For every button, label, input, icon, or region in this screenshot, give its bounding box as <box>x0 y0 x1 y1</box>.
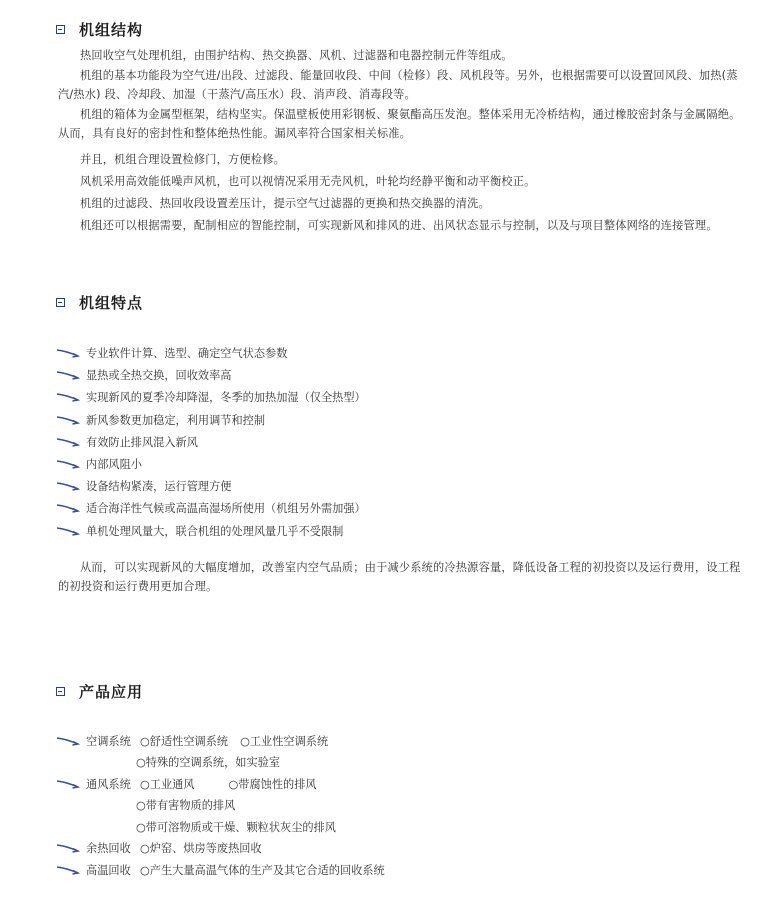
feature-item <box>56 364 366 386</box>
feature-item <box>56 453 366 475</box>
structure-paragraph: 机组的基本功能段为空气进/出段、过滤段、能量回收段、中间（检修）段、风机段等。另外，也根据需要可以设置回风段、加热(蒸汽/热水) 段、冷却段、加湿（干蒸汽/高压水）段、消声段、消毒段等。 <box>58 69 738 101</box>
arrow-bullet-icon <box>56 459 80 469</box>
feature-text: 新风参数更加稳定，利用调节和控制 <box>86 413 266 427</box>
application-item: ○工业性空调系统 <box>240 734 329 748</box>
application-category: 高温回收 <box>86 863 131 877</box>
application-item: ○工业通风 <box>140 777 195 791</box>
arrow-bullet-icon <box>56 348 80 358</box>
feature-text: 内部风阻小 <box>86 458 142 472</box>
application-item: ○带有害物质的排风 <box>136 799 236 813</box>
feature-text: 显热或全热交换，回收效率高 <box>86 369 232 383</box>
feature-text: 专业软件计算、选型、确定空气状态参数 <box>86 347 288 361</box>
application-row <box>56 773 397 795</box>
feature-text: 设备结构紧凑，运行管理方便 <box>86 480 232 494</box>
structure-paragraph: 机组还可以根据需要，配制相应的智能控制，可实现新风和排风的进、出风状态显示与控制，以及与项目整体网络的连接管理。 <box>80 219 718 232</box>
application-item: ○产生大量高温气体的生产及其它合适的回收系统 <box>140 863 385 877</box>
section-box-icon <box>56 687 65 696</box>
section-applications-title: 产品应用 <box>79 683 144 701</box>
application-row <box>56 752 397 774</box>
arrow-bullet-icon <box>56 526 80 536</box>
feature-item <box>56 342 366 364</box>
feature-text: 有效防止排风混入新风 <box>86 435 198 449</box>
application-item: ○舒适性空调系统 <box>140 734 229 748</box>
section-features-title: 机组特点 <box>79 294 144 312</box>
arrow-bullet-icon <box>56 437 80 447</box>
application-item: ○特殊的空调系统，如实验室 <box>136 756 281 770</box>
section-structure-title: 机组结构 <box>79 21 144 39</box>
arrow-bullet-icon <box>56 865 80 875</box>
arrow-bullet-icon <box>56 503 80 513</box>
feature-item <box>56 520 366 542</box>
feature-item <box>56 386 366 408</box>
section-structure-header <box>56 19 143 40</box>
application-row <box>56 816 397 838</box>
arrow-bullet-icon <box>56 481 80 491</box>
arrow-bullet-icon <box>56 736 80 746</box>
feature-text: 适合海洋性气候或高温高湿场所使用（机组另外需加强） <box>86 502 366 516</box>
application-item: ○带腐蚀性的排风 <box>228 777 317 791</box>
application-row <box>56 795 397 817</box>
structure-paragraph: 机组的箱体为金属型框架，结构坚实。保温壁板使用彩钢板、聚氨酯高压发泡。整体采用无冷桥结构，通过橡胶密封条与金属隔绝。从而，具有良好的密封性和整体绝热性能。漏风率符合国家相关标准。 <box>58 108 741 140</box>
arrow-bullet-icon <box>56 779 80 789</box>
application-category: 通风系统 <box>86 777 131 791</box>
application-category: 余热回收 <box>86 842 131 856</box>
arrow-bullet-icon <box>56 370 80 380</box>
structure-paragraph: 热回收空气处理机组，由围护结构、热交换器、风机、过滤器和电器控制元件等组成。 <box>80 49 513 62</box>
structure-paragraph: 并且，机组合理设置检修门，方便检修。 <box>80 153 285 166</box>
feature-item <box>56 475 366 497</box>
applications-list <box>56 730 397 881</box>
section-applications-header <box>56 681 143 702</box>
application-row <box>56 838 397 860</box>
feature-item <box>56 431 366 453</box>
feature-text: 实现新风的夏季冷却降湿，冬季的加热加湿（仅全热型） <box>86 391 366 405</box>
feature-item <box>56 497 366 519</box>
arrow-bullet-icon <box>56 415 80 425</box>
section-features-header <box>56 292 143 313</box>
features-summary: 从而，可以实现新风的大幅度增加，改善室内空气品质；由于减少系统的冷热源容量，降低设备工程的初投资以及运行费用，设工程的初投资和运行费用更加合理。 <box>58 561 741 593</box>
application-item: ○炉窑、烘房等废热回收 <box>140 842 262 856</box>
structure-paragraph: 机组的过滤段、热回收段设置差压计，提示空气过滤器的更换和热交换器的清洗。 <box>80 197 490 210</box>
arrow-bullet-icon <box>56 843 80 853</box>
structure-paragraph: 风机采用高效能低噪声风机，也可以视情况采用无壳风机，叶轮均经静平衡和动平衡校正。 <box>80 175 536 188</box>
arrow-bullet-icon <box>56 392 80 402</box>
section-box-icon <box>56 25 65 34</box>
application-row <box>56 859 397 881</box>
application-item: ○带可溶物质或干燥、颗粒状灰尘的排风 <box>136 820 336 834</box>
features-list <box>56 342 366 542</box>
feature-item <box>56 409 366 431</box>
feature-text: 单机处理风量大，联合机组的处理风量几乎不受限制 <box>86 524 344 538</box>
application-category: 空调系统 <box>86 734 131 748</box>
application-row <box>56 730 397 752</box>
section-box-icon <box>56 298 65 307</box>
